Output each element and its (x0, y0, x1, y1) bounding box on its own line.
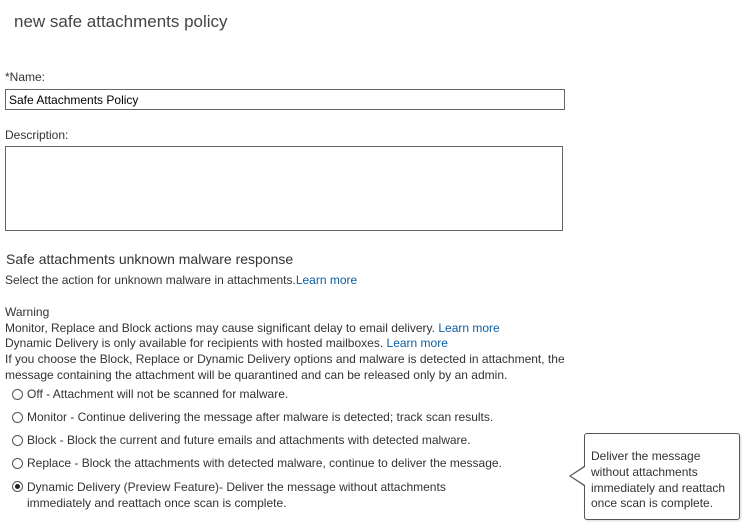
description-input[interactable] (5, 146, 563, 231)
warning-delay-text: Monitor, Replace and Block actions may cause significant delay to email delivery. (5, 320, 435, 335)
tooltip-line-3: immediately and reattach (591, 480, 726, 495)
option-dynamic-delivery-label (27, 479, 446, 511)
option-replace[interactable] (12, 456, 502, 470)
radio-monitor[interactable] (12, 412, 23, 423)
learn-more-link[interactable]: Learn more (295, 273, 358, 287)
option-monitor-label: Monitor - Continue delivering the message after malware is detected; track scan results. (27, 410, 494, 424)
option-monitor[interactable] (12, 410, 493, 424)
option-block[interactable] (12, 433, 471, 447)
warning-line-delay (5, 321, 575, 337)
option-off-label: Off - Attachment will not be scanned for malware. (27, 387, 289, 401)
warning-block (5, 305, 575, 384)
name-input[interactable] (5, 89, 565, 110)
option-dynamic-delivery[interactable] (12, 479, 446, 511)
dynamic-delivery-tooltip (584, 433, 740, 520)
warning-quarantine-text: If you choose the Block, Replace or Dynamic Delivery options and malware is detected in attachment, the message containing the attachment will be quarantined and can be released only by an admin. (5, 352, 565, 382)
option-replace-label: Replace - Block the attachments with detected malware, continue to deliver the message. (27, 456, 502, 470)
malware-response-instruction (5, 273, 357, 287)
warning-dynamic-text: Dynamic Delivery is only available for recipients with hosted mailboxes. (5, 336, 384, 351)
radio-dynamic-delivery[interactable] (12, 481, 23, 492)
learn-more-dynamic-link[interactable]: Learn more (386, 336, 448, 351)
learn-more-delay-link[interactable]: Learn more (438, 320, 500, 335)
description-label: Description: (5, 128, 69, 142)
tooltip-arrow-fill (571, 467, 585, 485)
name-label: *Name: (5, 70, 46, 84)
tooltip-line-2: without attachments (591, 464, 698, 479)
option-off[interactable] (12, 387, 288, 401)
radio-block[interactable] (12, 435, 23, 446)
tooltip-line-4: once scan is complete. (591, 496, 714, 511)
warning-line-dynamic (5, 336, 575, 352)
instruction-text: Select the action for unknown malware in attachments. (5, 273, 296, 287)
malware-response-heading: Safe attachments unknown malware response (6, 251, 294, 267)
tooltip-line-1: Deliver the message (591, 449, 701, 463)
radio-off[interactable] (12, 389, 23, 400)
warning-title: Warning (5, 305, 50, 319)
option-dynamic-delivery-line2: immediately and reattach once scan is complete. (27, 496, 287, 510)
option-dynamic-delivery-line1: Dynamic Delivery (Preview Feature)- Deliver the message without attachments (27, 480, 446, 494)
radio-replace[interactable] (12, 458, 23, 469)
option-block-label: Block - Block the current and future emails and attachments with detected malware. (27, 433, 471, 447)
page-title: new safe attachments policy (14, 12, 228, 31)
